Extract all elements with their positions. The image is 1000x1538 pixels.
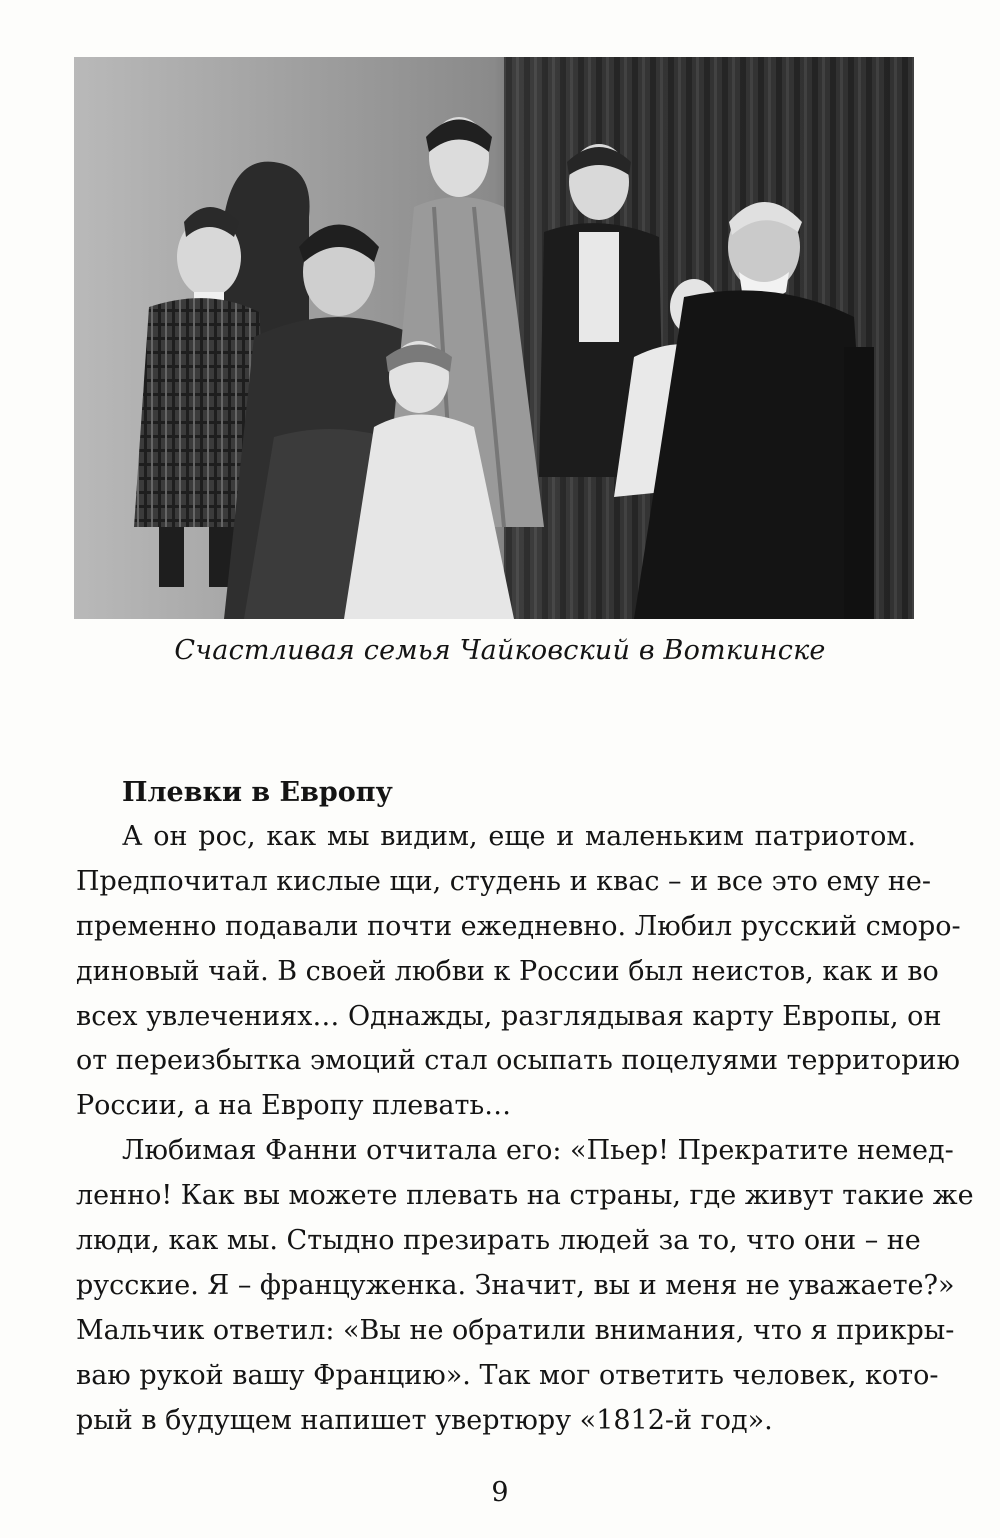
text-line: России, а на Европу плевать… (76, 1090, 512, 1122)
text-line: от переизбытка эмоций стал осыпать поцелуями территорию (76, 1045, 961, 1077)
text-line: Мальчик ответил: «Вы не обратили внимания, что я прикры- (76, 1314, 955, 1346)
text-line: всех увлечениях… Однажды, разглядывая карту Европы, он (76, 1000, 942, 1032)
text-line: пременно подавали почти ежедневно. Любил русский сморо- (76, 910, 961, 942)
text-line: люди, как мы. Стыдно презирать людей за то, что они – не (76, 1225, 921, 1257)
body-text (76, 815, 974, 1443)
page-number: 9 (491, 1477, 509, 1508)
text-line: рый в будущем напишет увертюру «1812-й год». (76, 1404, 773, 1436)
photo-caption: Счастливая семья Чайковский в Воткинске (174, 635, 826, 666)
text-line: русские. Я – француженка. Значит, вы и меня не уважаете?» (76, 1269, 955, 1301)
photo-illustration (74, 57, 914, 619)
text-line: диновый чай. В своей любви к России был неистов, как и во (76, 955, 939, 987)
family-photograph (74, 57, 914, 619)
text-line: ваю рукой вашу Францию». Так мог ответить человек, кото- (76, 1359, 939, 1391)
text-line: Любимая Фанни отчитала его: «Пьер! Прекратите немед- (122, 1135, 954, 1167)
text-line: ленно! Как вы можете плевать на страны, где живут такие же (76, 1180, 974, 1212)
text-line: А он рос, как мы видим, еще и маленьким патриотом. (122, 821, 916, 852)
text-line: Предпочитал кислые щи, студень и квас – и все это ему не- (76, 865, 932, 897)
section-title: Плевки в Европу (122, 777, 393, 808)
